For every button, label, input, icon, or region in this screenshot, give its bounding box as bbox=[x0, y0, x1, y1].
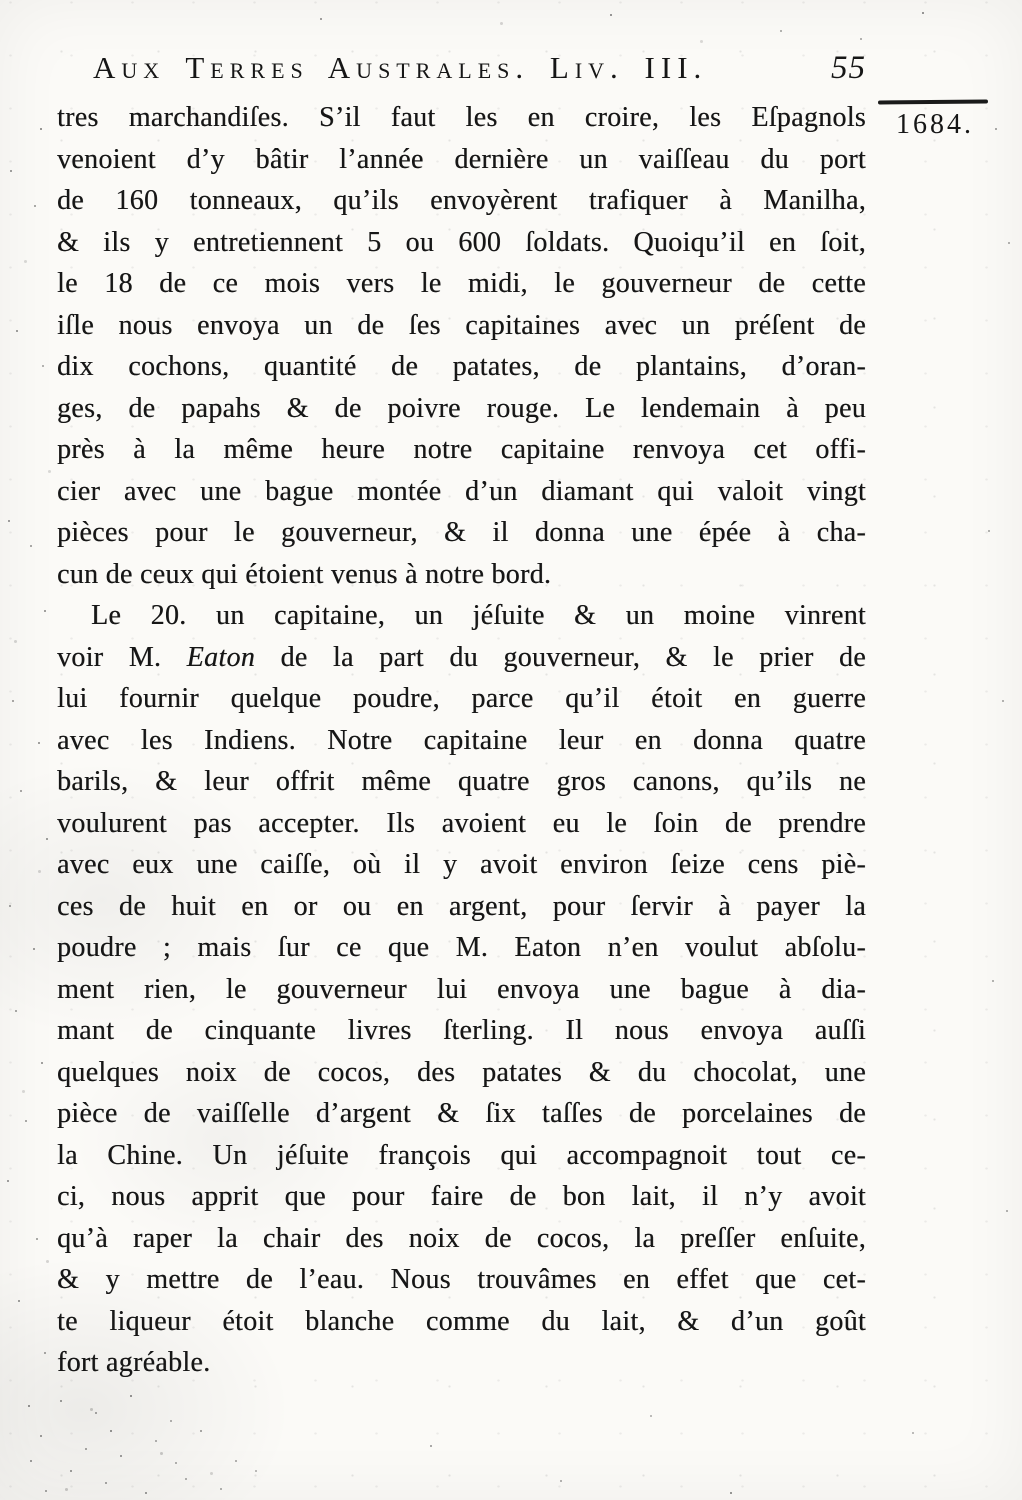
text-line: dix cochons, quantité de patates, de plantains, d’oran- bbox=[57, 351, 866, 382]
scan-speckles-bottom bbox=[0, 0, 2, 2]
text-line: venoient d’y bâtir l’année dernière un vaiſſeau du port bbox=[57, 143, 866, 175]
scan-speckles bbox=[0, 0, 2, 2]
scan-speckles-light bbox=[0, 0, 3, 3]
text-line: poudre ; mais ſur ce que M. Eaton n’en voulut abſolu- bbox=[57, 932, 866, 963]
text-segment: voir M. bbox=[57, 641, 187, 673]
margin-rule bbox=[878, 100, 988, 105]
text-line: de 160 tonneaux, qu’ils envoyèrent trafiquer à Manilha, bbox=[57, 185, 866, 216]
text-line: cun de ceux qui étoient venus à notre bord. bbox=[57, 558, 552, 590]
text-line: cier avec une bague montée d’un diamant qui valoit vingt bbox=[57, 475, 866, 507]
text-segment-italic: Eaton bbox=[186, 641, 256, 673]
text-line: te liqueur étoit blanche comme du lait, & d’un goût bbox=[57, 1305, 866, 1337]
text-line: ces de huit en or ou en argent, pour ſervir à payer la bbox=[57, 890, 866, 922]
margin-year: 1684. bbox=[896, 109, 974, 140]
text-line: ges, de papahs & de poivre rouge. Le lendemain à peu bbox=[57, 392, 866, 424]
text-line: barils, & leur offrit même quatre gros canons, qu’ils ne bbox=[57, 766, 866, 797]
text-line: mant de cinquante livres ſterling. Il nous envoya auſſi bbox=[57, 1015, 866, 1046]
paragraph bbox=[57, 595, 866, 1384]
text-line: Le 20. un capitaine, un jéſuite & un moine vinrent bbox=[91, 600, 866, 631]
text-line: qu’à raper la chair des noix de cocos, la preſſer enſuite, bbox=[57, 1222, 866, 1254]
text-line: voulurent pas accepter. Ils avoient eu le ſoin de prendre bbox=[57, 807, 866, 839]
text-line: quelques noix de cocos, des patates & du chocolat, une bbox=[57, 1056, 866, 1088]
text-line: avec les Indiens. Notre capitaine leur en donna quatre bbox=[57, 724, 866, 756]
text-line: près à la même heure notre capitaine renvoya cet offi- bbox=[57, 434, 866, 465]
text-line: le 18 de ce mois vers le midi, le gouverneur de cette bbox=[57, 268, 866, 299]
margin-year-note bbox=[878, 100, 992, 141]
page-number: 55 bbox=[831, 50, 866, 86]
text-segment: de la part du gouverneur, & le prier de bbox=[255, 641, 866, 673]
text-line: ment rien, le gouverneur lui envoya une bague à dia- bbox=[57, 973, 866, 1005]
text-line: & y mettre de l’eau. Nous trouvâmes en effet que cet- bbox=[57, 1264, 866, 1295]
text-line bbox=[57, 637, 866, 679]
text-line: lui fournir quelque poudre, parce qu’il étoit en guerre bbox=[57, 683, 866, 714]
text-line: & ils y entretiennent 5 ou 600 ſoldats. Quoiqu’il en ſoit, bbox=[57, 226, 866, 258]
text-line: fort agréable. bbox=[57, 1347, 211, 1378]
text-line: tres marchandiſes. S’il faut les en croire, les Eſpagnols bbox=[57, 102, 866, 133]
text-line: pièce de vaiſſelle d’argent & ſix taſſes de porcelaines de bbox=[57, 1098, 866, 1129]
text-block bbox=[57, 97, 866, 1384]
running-title: Aux Terres Australes. Liv. III. bbox=[93, 50, 708, 85]
text-line: iſle nous envoya un de ſes capitaines avec un préſent de bbox=[57, 309, 866, 341]
text-line: la Chine. Un jéſuite françois qui accompagnoit tout ce- bbox=[57, 1139, 866, 1171]
text-line: avec eux une caiſſe, où il y avoit environ ſeize cens piè- bbox=[57, 849, 866, 880]
text-line: pièces pour le gouverneur, & il donna une épée à cha- bbox=[57, 517, 866, 548]
paragraph bbox=[57, 97, 866, 595]
page-header bbox=[57, 50, 866, 87]
text-line: ci, nous apprit que pour faire de bon lait, il n’y avoit bbox=[57, 1181, 866, 1212]
